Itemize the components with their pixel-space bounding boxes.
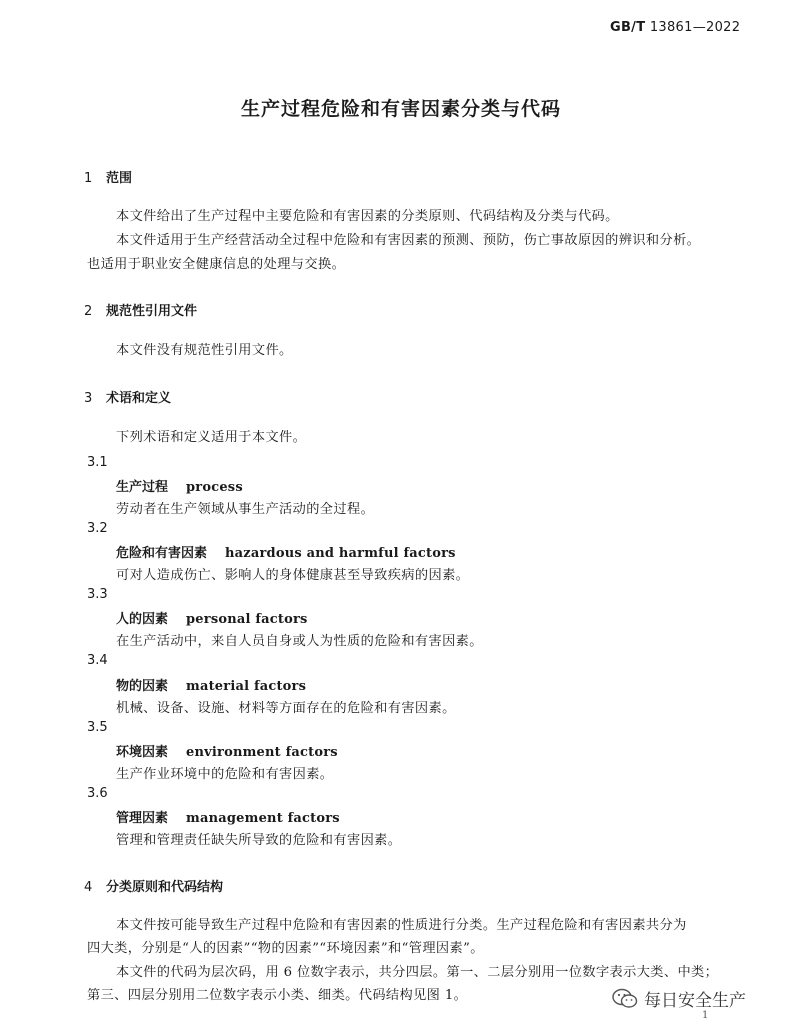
term-heading (116, 542, 456, 561)
term-number: 3.6 (87, 786, 108, 801)
standard-prefix: GB/T (610, 20, 646, 35)
term-zh: 环境因素 (116, 745, 169, 760)
page-title: 生产过程危险和有害因素分类与代码 (240, 98, 561, 120)
paragraph: 本文件没有规范性引用文件。 (116, 343, 293, 358)
term-heading (116, 741, 338, 760)
term-en: personal factors (186, 612, 308, 627)
section-number: 4 (84, 880, 93, 895)
paragraph: 四大类，分别是“人的因素”“物的因素”“环境因素”和“管理因素”。 (87, 941, 484, 956)
term-en: hazardous and harmful factors (225, 546, 456, 561)
term-definition: 生产作业环境中的危险和有害因素。 (116, 767, 334, 782)
term-number: 3.2 (87, 521, 108, 536)
term-en: environment factors (186, 745, 338, 760)
term-number: 3.4 (87, 653, 108, 668)
term-definition: 机械、设备、设施、材料等方面存在的危险和有害因素。 (116, 701, 456, 716)
term-number: 3.1 (87, 455, 108, 470)
section-title: 范围 (106, 171, 133, 186)
term-definition: 管理和管理责任缺失所导致的危险和有害因素。 (116, 833, 402, 848)
wechat-icon (612, 988, 638, 1010)
paragraph: 也适用于职业安全健康信息的处理与交换。 (87, 257, 346, 272)
watermark (612, 986, 746, 1011)
term-number: 3.3 (87, 587, 108, 602)
section-number: 2 (84, 304, 93, 319)
section-title: 术语和定义 (106, 391, 172, 406)
paragraph: 下列术语和定义适用于本文件。 (116, 430, 307, 445)
section-heading-terms (84, 387, 171, 406)
term-zh: 危险和有害因素 (116, 546, 208, 561)
paragraph: 本文件适用于生产经营活动全过程中危险和有害因素的预测、预防，伤亡事故原因的辨识和分析。 (116, 233, 701, 248)
term-definition: 可对人造成伤亡、影响人的身体健康甚至导致疾病的因素。 (116, 568, 470, 583)
paragraph: 本文件按可能导致生产过程中危险和有害因素的性质进行分类。生产过程危险和有害因素共分为 (116, 918, 687, 933)
term-heading (116, 675, 306, 694)
section-number: 1 (84, 171, 93, 186)
section-title: 分类原则和代码结构 (106, 880, 224, 895)
term-zh: 生产过程 (116, 480, 169, 495)
term-heading (116, 608, 308, 627)
term-definition: 在生产活动中，来自人员自身或人为性质的危险和有害因素。 (116, 634, 483, 649)
section-heading-normative-references (84, 300, 197, 319)
term-definition: 劳动者在生产领域从事生产活动的全过程。 (116, 502, 375, 517)
term-en: process (186, 480, 243, 495)
paragraph: 第三、四层分别用二位数字表示小类、细类。代码结构见图 1。 (87, 988, 468, 1003)
paragraph: 本文件的代码为层次码，用 6 位数字表示，共分四层。第一、二层分别用一位数字表示大类、中类； (116, 965, 719, 980)
term-en: material factors (186, 679, 307, 694)
term-en: management factors (186, 811, 340, 826)
section-heading-scope (84, 167, 132, 186)
standard-number: 13861—2022 (649, 20, 741, 35)
term-heading (116, 807, 340, 826)
term-heading (116, 476, 243, 495)
section-title: 规范性引用文件 (106, 304, 198, 319)
paragraph: 本文件给出了生产过程中主要危险和有害因素的分类原则、代码结构及分类与代码。 (116, 209, 619, 224)
term-zh: 管理因素 (116, 811, 169, 826)
term-zh: 物的因素 (116, 679, 169, 694)
section-heading-classification (84, 876, 223, 895)
section-number: 3 (84, 391, 93, 406)
term-zh: 人的因素 (116, 612, 169, 627)
watermark-text: 每日安全生产 (644, 991, 746, 1011)
page-number: 1 (702, 1010, 709, 1021)
term-number: 3.5 (87, 720, 108, 735)
standard-code (610, 20, 740, 35)
